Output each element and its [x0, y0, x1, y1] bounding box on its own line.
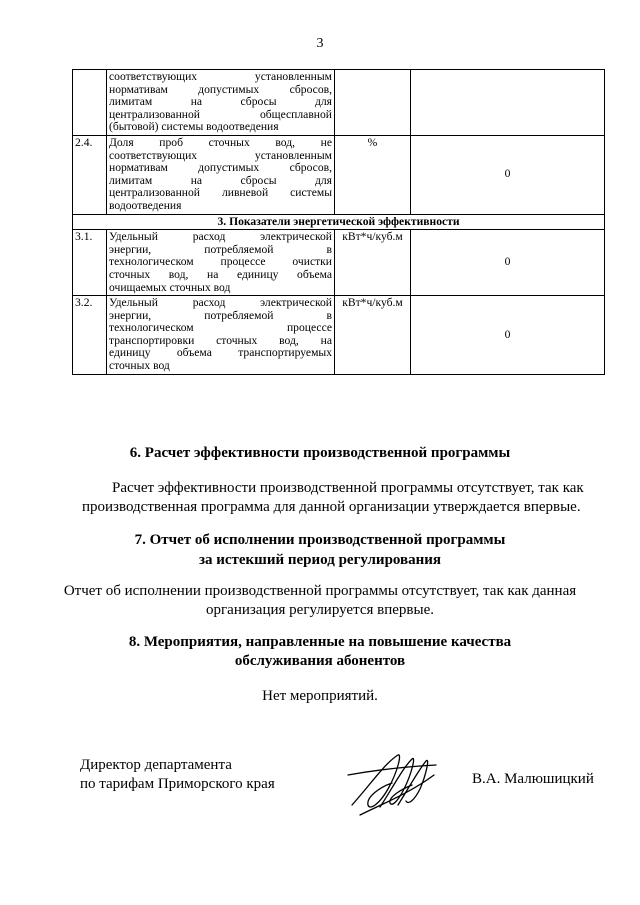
- desc-line: нормативам допустимых сбросов,: [109, 161, 332, 175]
- desc-line: Удельный расход электрической: [109, 230, 332, 244]
- signatory-position-line: по тарифам Приморского края: [80, 776, 275, 792]
- signatory-name: В.А. Малюшицкий: [472, 771, 594, 787]
- unit-cell: %: [335, 135, 411, 214]
- desc-line: энергии, потребляемой в: [109, 242, 332, 256]
- section-8-title: 8. Мероприятия, направленные на повышение качества: [128, 634, 512, 650]
- desc-line: централизованной ливневой системы: [109, 186, 332, 200]
- table-row: [73, 70, 605, 136]
- desc-line: сточных вод, на единицу объема: [109, 267, 332, 281]
- desc-line: энергии, потребляемой в: [109, 308, 332, 322]
- signatory-position-line: Директор департамента: [80, 757, 232, 773]
- unit-cell: [335, 70, 411, 136]
- section-7-title: за истекший период регулирования: [198, 552, 442, 568]
- desc-line: единицу объема транспортируемых: [109, 346, 332, 360]
- value-cell: 0: [411, 230, 605, 296]
- table-row: [73, 230, 605, 296]
- desc-line: очищаемых сточных вод: [109, 280, 231, 294]
- indicator-description: [107, 230, 335, 296]
- row-number: [73, 70, 107, 136]
- unit-cell: кВт*ч/куб.м: [335, 230, 411, 296]
- desc-line: соответствующих установленным: [109, 70, 332, 83]
- section-7-title: 7. Отчет об исполнении производственной программы: [134, 532, 506, 548]
- section-6-title: 6. Расчет эффективности производственной программы: [129, 445, 511, 461]
- handwritten-signature: [340, 745, 440, 828]
- desc-line: нормативам допустимых сбросов,: [109, 82, 332, 96]
- desc-line: транспортировки сточных вод, на: [109, 333, 332, 347]
- desc-line: лимитам на сбросы для: [109, 173, 332, 187]
- desc-line: (бытовой) системы водоотведения: [109, 120, 279, 134]
- desc-line: Удельный расход электрической: [109, 296, 332, 310]
- desc-line: водоотведения: [109, 198, 182, 212]
- section-header-row: [73, 214, 605, 230]
- row-number: 3.2.: [73, 296, 107, 375]
- indicator-description: [107, 135, 335, 214]
- indicator-description: [107, 70, 335, 136]
- desc-line: сточных вод: [109, 359, 170, 373]
- desc-line: централизованной общесплавной: [109, 107, 332, 121]
- desc-line: технологическом процессе: [109, 321, 332, 335]
- section-6-text-line: производственная программа для данной организации утверждается впервые.: [82, 499, 581, 515]
- section-7-text-line: организация регулируется впервые.: [206, 602, 434, 618]
- row-number: 2.4.: [73, 135, 107, 214]
- table-row: [73, 296, 605, 375]
- desc-line: технологическом процессе очистки: [109, 255, 332, 269]
- indicator-description: [107, 296, 335, 375]
- page-number: 3: [316, 36, 324, 51]
- desc-line: Доля проб сточных вод, не: [109, 135, 332, 149]
- table-row: [73, 135, 605, 214]
- section-8-text: Нет мероприятий.: [262, 688, 378, 704]
- unit-cell: кВт*ч/куб.м: [335, 296, 411, 375]
- section-8-title: обслуживания абонентов: [234, 653, 406, 669]
- value-cell: [411, 70, 605, 136]
- value-cell: 0: [411, 296, 605, 375]
- row-number: 3.1.: [73, 230, 107, 296]
- section-header: 3. Показатели энергетической эффективности: [73, 214, 605, 230]
- desc-line: лимитам на сбросы для: [109, 95, 332, 109]
- indicators-table: [72, 69, 605, 375]
- desc-line: соответствующих установленным: [109, 148, 332, 162]
- signatory-position: [80, 756, 275, 794]
- value-cell: 0: [411, 135, 605, 214]
- section-6-text-line: Расчет эффективности производственной программы отсутствует, так как: [112, 480, 584, 496]
- section-7-text-line: Отчет об исполнении производственной программы отсутствует, так как данная: [63, 583, 577, 599]
